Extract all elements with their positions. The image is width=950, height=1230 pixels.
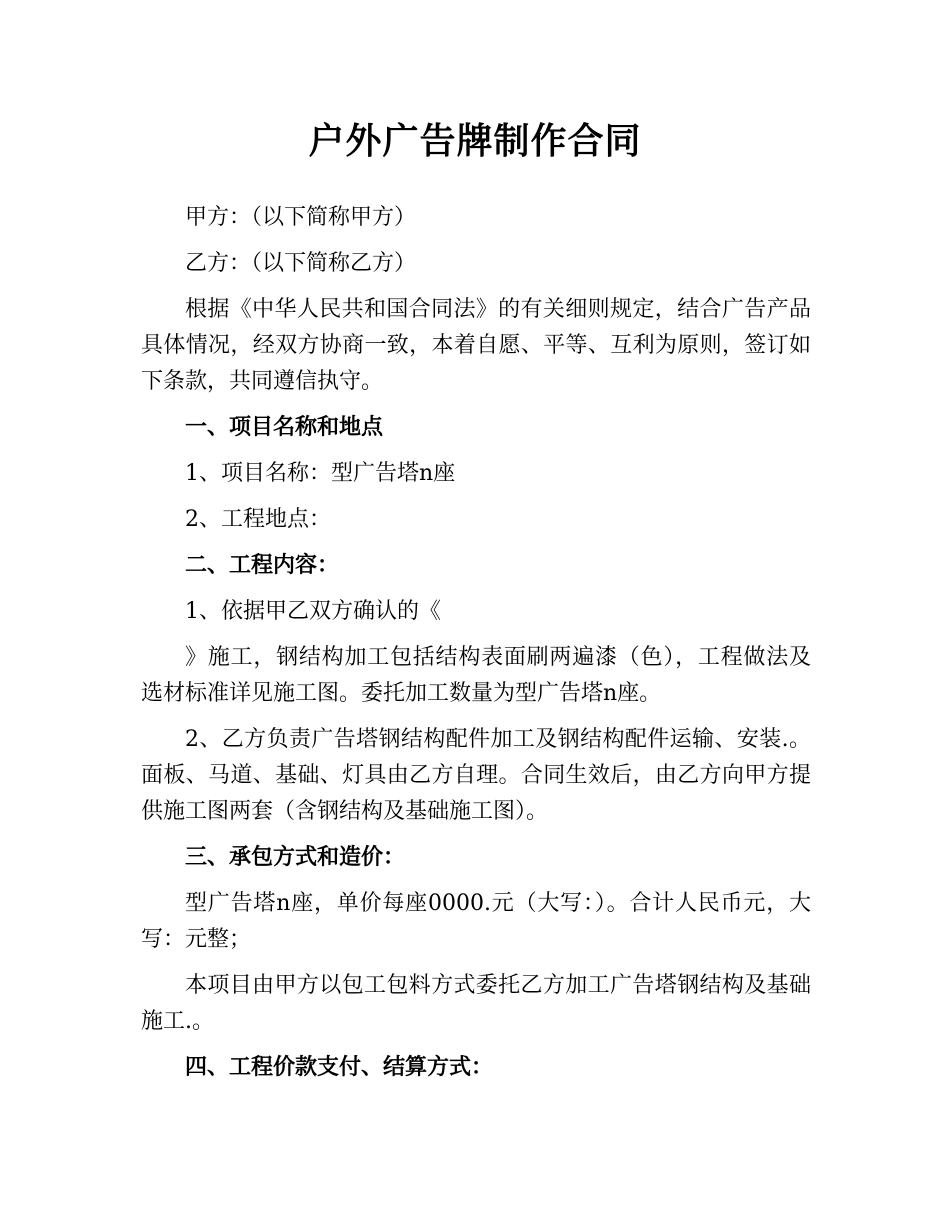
section-2-item-1: 1、依据甲乙双方确认的《: [185, 599, 441, 624]
intro-paragraph: 根据《中华人民共和国合同法》的有关细则规定，结合广告产品具体情况，经双方协商一致，本着自愿、平等、互利为原则，签订如下条款，共同遵信执守。: [141, 297, 811, 394]
section-2-item-2: 2、乙方负责广告塔钢结构配件加工及钢结构配件运输、安装.。面板、马道、基础、灯具由乙方自理。合同生效后，由乙方向甲方提供施工图两套（含钢结构及基础施工图）。: [141, 727, 811, 824]
section-2-item-1-continued: 》施工，钢结构加工包括结构表面刷两遍漆（色），工程做法及选材标准详见施工图。委托加工数量为型广告塔n座。: [141, 645, 811, 706]
section-1-item-2: 2、工程地点：: [185, 507, 331, 532]
section-3-heading: 三、承包方式和造价：: [185, 845, 406, 870]
section-2-heading: 二、工程内容：: [185, 553, 340, 578]
section-1-heading: 一、项目名称和地点: [185, 415, 384, 440]
section-1-item-1: 1、项目名称：型广告塔n座: [185, 461, 456, 486]
section-3-price: 型广告塔n座，单价每座0000.元（大写：）。合计人民币元，大写：元整；: [141, 891, 811, 952]
party-b-line: 乙方：（以下简称乙方）: [185, 251, 417, 276]
party-a-line: 甲方：（以下简称甲方）: [185, 205, 417, 230]
section-3-method: 本项目由甲方以包工包料方式委托乙方加工广告塔钢结构及基础施工.。: [141, 973, 811, 1034]
document-body: [141, 200, 811, 1096]
section-4-heading: 四、工程价款支付、结算方式：: [185, 1055, 494, 1080]
document-title: 户外广告牌制作合同: [308, 121, 642, 162]
